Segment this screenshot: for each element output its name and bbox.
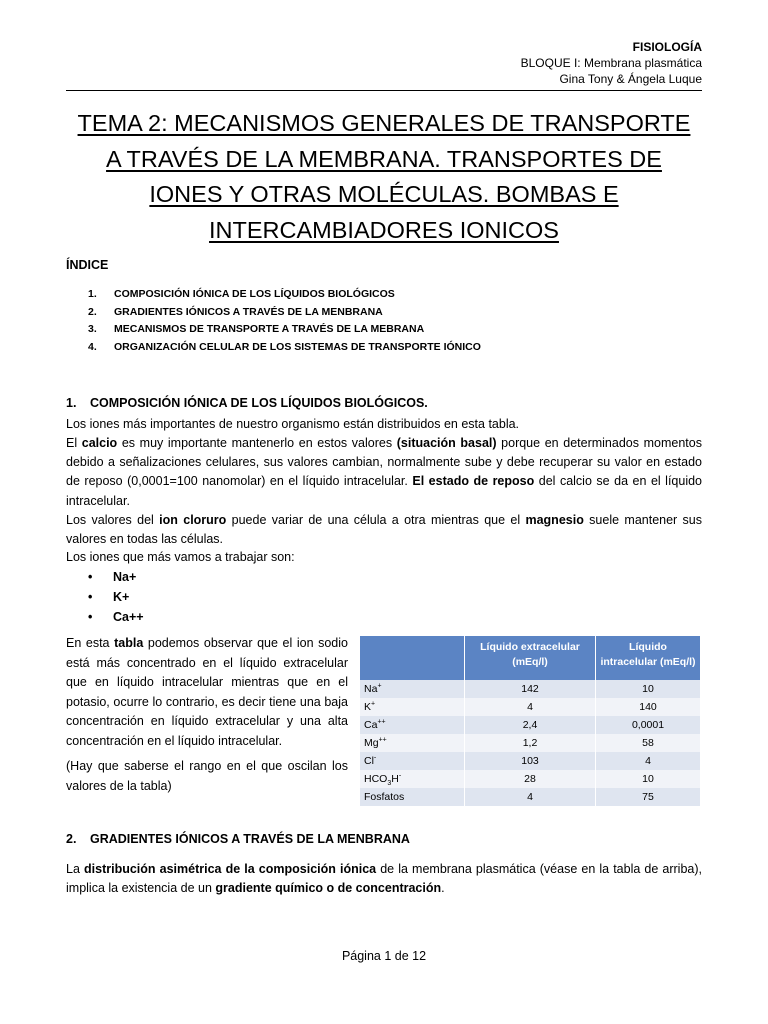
ion-cell: [360, 698, 465, 716]
intracellular-value: 140: [596, 698, 701, 716]
ion-charge: -: [373, 754, 377, 762]
ion-composition-table: [360, 636, 700, 806]
ion-subscript: 3: [387, 780, 392, 788]
table-header-ion: [360, 636, 465, 680]
ion-cell: [360, 770, 465, 788]
text-run-bold: ion cloruro: [159, 513, 227, 527]
table-row: [360, 734, 700, 752]
table-row: [360, 716, 700, 734]
text-run-bold: gradiente químico o de concentración: [215, 881, 442, 896]
ion-symbol: Mg: [364, 737, 379, 749]
intracellular-value: 10: [596, 680, 701, 698]
text-run-bold: calcio: [81, 436, 118, 450]
ion-symbol: Cl: [364, 755, 374, 767]
toc-item-number: 1.: [88, 288, 97, 300]
text-run: del calcio se da en el líquido intracelular.: [66, 474, 703, 508]
text-run: El: [66, 436, 82, 450]
toc-item: [88, 339, 481, 357]
toc-item-text: GRADIENTES IÓNICOS A TRAVÉS DE LA MENBRANA: [114, 305, 383, 318]
table-note: (Hay que saberse el rango en el que oscilan los valores de la tabla): [66, 759, 348, 793]
text-run: La: [66, 862, 85, 876]
ion-cell: [360, 752, 465, 770]
text-run: porque en determinados momentos debido a señalizaciones celulares, sus valores cambian, normalmente sube y debe recuperar su valor en estado de reposo (0,0001=100 nanomolar) en el líquido intracelular.: [66, 436, 702, 489]
list-item-text: Ca++: [113, 610, 144, 624]
table-row: [360, 788, 700, 806]
text-run: Los valores del: [66, 513, 160, 527]
extracellular-value: 4: [465, 698, 596, 716]
extracellular-value: 103: [465, 752, 596, 770]
text-run-bold: (situación basal): [396, 436, 497, 450]
text-run: puede variar de una célula a otra mientras que el: [226, 513, 526, 527]
toc-item: [88, 321, 481, 339]
text-run: de la membrana plasmática (véase en la tabla de arriba), implica la existencia de un: [66, 862, 702, 896]
section-1-paragraph-2: [66, 434, 702, 511]
ion-symbol-tail: H: [391, 773, 399, 785]
table-header-extracellular: Líquido extracelular (mEq/l): [465, 636, 596, 680]
text-run-bold: El estado de reposo: [412, 474, 535, 489]
title-line-4: INTERCAMBIADORES IONICOS: [209, 216, 559, 243]
extracellular-value: 2,4: [465, 716, 596, 734]
bullet-glyph: •: [88, 590, 93, 604]
title-line-2: A TRAVÉS DE LA MEMBRANA. TRANSPORTES DE: [106, 145, 662, 172]
text-run: .: [441, 881, 445, 896]
section-2-number: 2.: [66, 832, 77, 846]
toc-item: [88, 286, 481, 304]
section-1-heading: [66, 396, 428, 410]
page-footer: Página 1 de 12: [341, 949, 427, 963]
ion-charge: ++: [377, 718, 386, 726]
table-row: [360, 680, 700, 698]
table-description: [66, 634, 348, 751]
section-1-paragraph-3: [66, 511, 702, 549]
ion-symbol: Na: [364, 683, 378, 695]
section-2-heading: [66, 832, 410, 846]
section-2-title: GRADIENTES IÓNICOS A TRAVÉS DE LA MENBRANA: [90, 832, 410, 846]
intracellular-value: 0,0001: [596, 716, 701, 734]
table-header-intracellular: Líquido intracelular (mEq/l): [596, 636, 701, 680]
header-subject: FISIOLOGÍA: [632, 40, 702, 54]
table-row: [360, 770, 700, 788]
section-2-paragraph-1: [66, 860, 702, 898]
ion-cell: [360, 716, 465, 734]
bullet-glyph: •: [88, 570, 93, 584]
header-block: BLOQUE I: Membrana plasmática: [520, 56, 702, 70]
section-1-number: 1.: [66, 396, 77, 410]
ion-symbol: K: [364, 701, 372, 713]
ion-cell: [360, 734, 465, 752]
section-1-title: COMPOSICIÓN IÓNICA DE LOS LÍQUIDOS BIOLÓGICOS.: [90, 396, 428, 410]
text-run-bold: magnesio: [525, 513, 584, 527]
section-1-paragraph-4: Los iones que más vamos a trabajar son:: [66, 550, 295, 564]
list-item: [88, 607, 144, 627]
extracellular-value: 4: [465, 788, 596, 806]
toc-item-text: MECANISMOS DE TRANSPORTE A TRAVÉS DE LA MEBRANA: [114, 323, 425, 335]
text-run: podemos observar que el ion sodio está más concentrado en el líquido extracelular que en líquido intracelular mientras que en el potasio, ocurre lo contrario, es decir tiene una baja concentración en líquido extracelular y una alta concentración en el líquido intracelular.: [66, 636, 348, 748]
title-line-1: TEMA 2: MECANISMOS GENERALES DE TRANSPORTE: [77, 110, 691, 136]
intracellular-value: 75: [596, 788, 701, 806]
ion-symbol: HCO: [364, 773, 388, 785]
intracellular-value: 10: [596, 770, 701, 788]
ion-charge: +: [377, 682, 382, 690]
ion-cell: [360, 680, 465, 698]
list-item: [88, 587, 144, 607]
toc-item-number: 2.: [88, 305, 97, 318]
page-header: [66, 39, 702, 91]
toc-item: [88, 304, 481, 322]
toc-item-number: 4.: [88, 340, 97, 353]
ion-bullet-list: [88, 567, 144, 627]
title-line-3: IONES Y OTRAS MOLÉCULAS. BOMBAS E: [149, 181, 619, 207]
extracellular-value: 1,2: [465, 734, 596, 752]
toc-item-number: 3.: [88, 323, 97, 335]
index-label: ÍNDICE: [66, 258, 109, 272]
list-item-text: Na+: [113, 570, 137, 584]
list-item-text: K+: [113, 590, 130, 604]
bullet-glyph: •: [88, 610, 93, 624]
ion-symbol: Fosfatos: [364, 791, 405, 803]
text-run-bold: tabla: [114, 636, 144, 650]
ion-charge: -: [398, 772, 402, 780]
list-item: [88, 567, 144, 587]
document-title: [66, 106, 702, 248]
text-run: es muy importante mantenerlo en estos valores: [117, 436, 397, 450]
intracellular-value: 4: [596, 752, 701, 770]
ion-cell: [360, 788, 465, 806]
header-authors: Gina Tony & Ángela Luque: [559, 72, 702, 86]
text-run: suele mantener sus valores en todas las células.: [66, 513, 703, 547]
extracellular-value: 142: [465, 680, 596, 698]
table-row: [360, 752, 700, 770]
section-1-paragraph-1: Los iones más importantes de nuestro organismo están distribuidos en esta tabla.: [66, 417, 520, 431]
toc-item-text: COMPOSICIÓN IÓNICA DE LOS LÍQUIDOS BIOLÓGICOS: [114, 288, 395, 300]
ion-charge: +: [371, 700, 376, 708]
toc-item-text: ORGANIZACIÓN CELULAR DE LOS SISTEMAS DE TRANSPORTE IÓNICO: [114, 340, 481, 353]
ion-charge: ++: [378, 736, 387, 744]
text-run: En esta: [66, 636, 115, 650]
table-row: [360, 698, 700, 716]
table-header-row: [360, 636, 700, 680]
text-run-bold: distribución asimétrica de la composición iónica: [84, 862, 377, 876]
extracellular-value: 28: [465, 770, 596, 788]
intracellular-value: 58: [596, 734, 701, 752]
table-of-contents: [88, 286, 481, 356]
ion-symbol: Ca: [364, 719, 378, 731]
